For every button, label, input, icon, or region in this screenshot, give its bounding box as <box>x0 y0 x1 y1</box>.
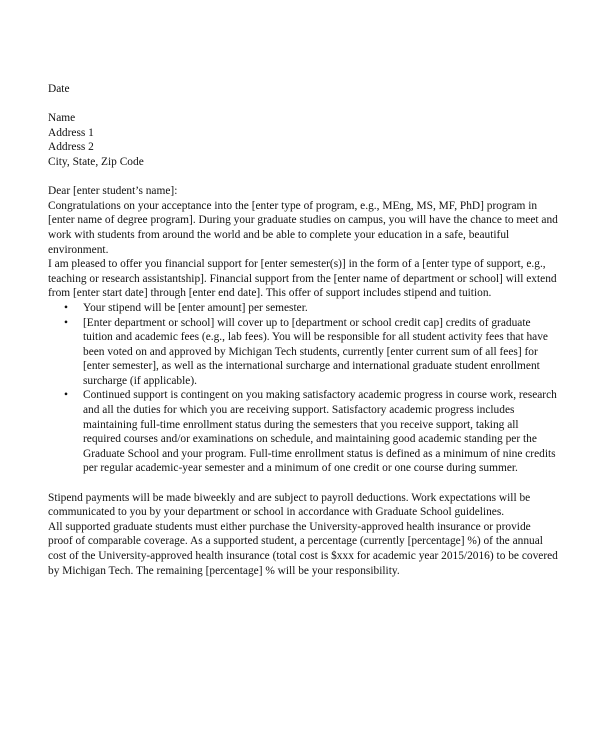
list-item-text: Your stipend will be [enter amount] per semester. <box>83 301 308 314</box>
letter-body <box>48 82 558 578</box>
date-line: Date <box>48 83 70 95</box>
congratulations-paragraph: Congratulations on your acceptance into the [enter type of program, e.g., MEng, MS, MF, PhD] program in [enter name of degree program]. During your graduate studies on campus, you will have the chance to meet and work with students from around the world and be able to complete your education in a safe, beautiful environment. <box>48 199 558 256</box>
recipient-address <box>48 111 558 169</box>
list-item-text: Continued support is contingent on you making satisfactory academic progress in course work, research and all the duties for which you are receiving support. Satisfactory academic progress includes maintaining full-time enrollment status during the semesters that you receive support, taking all required courses and/or examinations on schedule, and maintaining good academic standing per the Graduate School and your program. Full-time enrollment status is defined as a minimum of nine credits per regular academic-year semester and a minimum of one credit or one course during summer. <box>83 389 557 475</box>
list-item <box>48 301 558 316</box>
salutation: Dear [enter student’s name]: <box>48 185 178 198</box>
stipend-payments-paragraph: Stipend payments will be made biweekly and are subject to payroll deductions. Work expectations will be communicated to you by your department or school in accordance with Graduate School guidelines. <box>48 491 531 519</box>
support-terms-list <box>48 301 558 476</box>
bullet-glyph: • <box>64 301 68 314</box>
list-item <box>48 388 558 476</box>
list-item-text: [Enter department or school] will cover up to [department or school credit cap] credits of graduate tuition and academic fees (e.g., lab fees). You will be responsible for all student activity fees that have been voted on and approved by Michigan Tech students, currently [enter current sum of all fees] for [enter semester], as well as the international surcharge and international graduate student enrollment surcharge (if applicable). <box>83 316 548 387</box>
city-state-zip: City, State, Zip Code <box>48 155 144 168</box>
address-line-2: Address 2 <box>48 141 94 154</box>
spacer <box>48 170 558 185</box>
recipient-name: Name <box>48 112 76 125</box>
list-item <box>48 316 558 389</box>
spacer <box>48 97 558 112</box>
health-insurance-paragraph: All supported graduate students must either purchase the University-approved health insurance or provide proof of comparable coverage. As a supported student, a percentage (currently [percentage] %) of the annual cost of the University-approved health insurance (total cost is $xxx for academic year 2015/2016) to be covered by Michigan Tech. The remaining [percentage] % will be your responsibility. <box>48 520 558 577</box>
address-line-1: Address 1 <box>48 126 94 139</box>
bullet-glyph: • <box>64 389 68 402</box>
financial-support-paragraph: I am pleased to offer you financial support for [enter semester(s)] in the form of a [enter type of support, e.g., teaching or research assistantship]. Financial support from the [enter name of department or school] will extend from [enter start date] through [enter end date]. This offer of support includes stipend and tuition. <box>48 258 557 300</box>
bullet-glyph: • <box>64 316 68 329</box>
